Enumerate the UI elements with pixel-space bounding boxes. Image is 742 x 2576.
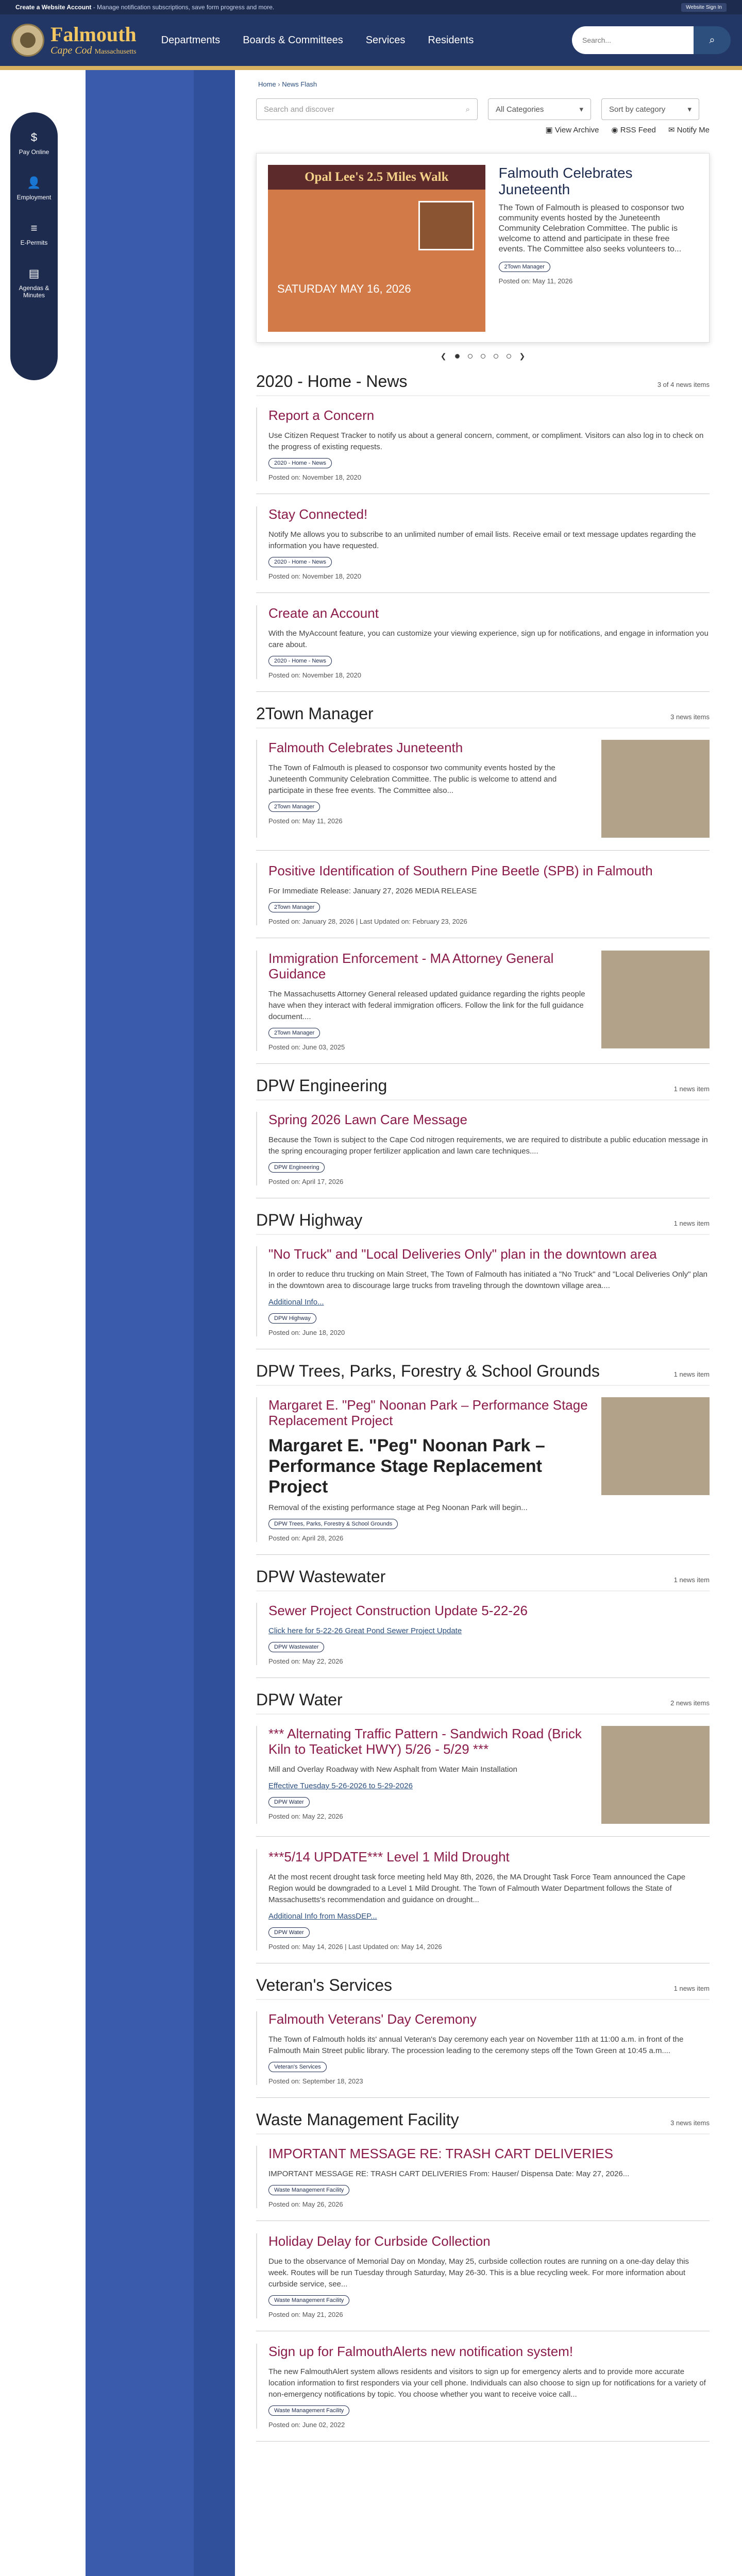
news-item-text: Use Citizen Request Tracker to notify us about a general concern, comment, or compliment. Visitors can also log in to check on the progress of existing requests. [268, 431, 704, 451]
news-section [256, 1690, 710, 1963]
view-archive-link[interactable]: ▣ View Archive [545, 126, 599, 134]
news-item-tag[interactable]: 2020 - Home - News [268, 656, 332, 666]
news-item-title[interactable]: Immigration Enforcement - MA Attorney General Guidance [268, 951, 554, 981]
news-item-title[interactable]: Stay Connected! [268, 506, 368, 522]
section-title[interactable]: Veteran's Services [256, 1976, 393, 1994]
news-item-title[interactable]: Holiday Delay for Curbside Collection [268, 2233, 491, 2249]
news-item [256, 1603, 710, 1678]
news-item [256, 2344, 710, 2442]
news-item-text: The new FalmouthAlert system allows residents and visitors to sign up for emergency alerts and to provide more accurate location information to first responders via your cell phone. Individuals can also choose to sign up for notifications for a variety of non-emergency notifications by topic. You choose whether you want to receive voice call... [268, 2367, 706, 2399]
news-item-title[interactable]: ***5/14 UPDATE*** Level 1 Mild Drought [268, 1849, 510, 1865]
news-item-posted: Posted on: May 22, 2026 [268, 1657, 343, 1665]
news-item-text: Because the Town is subject to the Cape Cod nitrogen requirements, we are required to distribute a public education message in the spring encouraging proper fertilizer application and lawn care techniques.... [268, 1136, 708, 1156]
section-header [256, 1076, 710, 1100]
document-icon: ≡ [30, 222, 38, 234]
section-count: 1 news item [673, 1576, 710, 1584]
nav-boards[interactable]: Boards & Committees [243, 34, 343, 46]
news-item [256, 506, 710, 593]
news-item-thumbnail[interactable] [601, 740, 710, 838]
news-item-title[interactable]: Margaret E. "Peg" Noonan Park – Performance Stage Replacement Project [268, 1397, 588, 1428]
news-item-tag[interactable]: Waste Management Facility [268, 2295, 349, 2306]
breadcrumb: Home › News Flash [258, 80, 317, 88]
pager-dot[interactable] [494, 354, 498, 359]
news-item-posted: Posted on: January 28, 2026 | Last Updated on: February 23, 2026 [268, 918, 467, 925]
news-item-thumbnail[interactable] [601, 1397, 710, 1495]
chevron-down-icon: ▾ [579, 105, 583, 114]
brand-sub2: Massachusetts [94, 47, 137, 56]
news-item-text: With the MyAccount feature, you can customize your viewing experience, sign up for notifications, and engage in information you care about. [268, 629, 709, 649]
next-arrow-icon[interactable]: ❯ [519, 352, 526, 360]
news-item [256, 2011, 710, 2098]
news-item [256, 1112, 710, 1198]
section-count: 3 news items [670, 713, 710, 721]
news-item-posted: Posted on: June 03, 2025 [268, 1043, 345, 1051]
news-item [256, 951, 710, 1064]
section-count: 2 news items [670, 1699, 710, 1707]
news-item-tag[interactable]: 2Town Manager [268, 802, 320, 812]
news-item-title[interactable]: Sewer Project Construction Update 5-22-26 [268, 1603, 528, 1618]
news-section [256, 1567, 710, 1678]
news-section [256, 372, 710, 692]
news-item-title[interactable]: Sign up for FalmouthAlerts new notification system! [268, 2344, 574, 2359]
banner-title[interactable]: Create a Website Account [15, 4, 92, 11]
category-select[interactable] [488, 98, 591, 120]
flyer-date: SATURDAY MAY 16, 2026 [277, 282, 411, 295]
section-title[interactable]: DPW Wastewater [256, 1567, 386, 1586]
notify-me-link[interactable]: ✉ Notify Me [668, 126, 710, 134]
section-title[interactable]: DPW Water [256, 1690, 343, 1709]
news-item-posted: Posted on: May 14, 2026 | Last Updated on: May 14, 2026 [268, 1943, 442, 1951]
brand[interactable] [50, 24, 137, 57]
view-archive-label: View Archive [554, 126, 599, 134]
pager-dot[interactable] [468, 354, 473, 359]
carousel-pager [256, 352, 710, 361]
section-count: 1 news item [673, 1985, 710, 1992]
decorative-side-panel [86, 70, 235, 2576]
news-item-text: The Massachusetts Attorney General released updated guidance regarding the rights people have when they interact with federal immigration officers. Follow the link for the full guidance document.... [268, 990, 585, 1021]
section-title[interactable]: DPW Trees, Parks, Forestry & School Grounds [256, 1362, 600, 1380]
rail-pay-online[interactable] [19, 131, 49, 156]
news-sections [256, 372, 710, 2442]
section-title[interactable]: 2Town Manager [256, 704, 374, 723]
news-item-posted: Posted on: April 28, 2026 [268, 1534, 344, 1542]
featured-title[interactable]: Falmouth Celebrates Juneteenth [498, 165, 633, 197]
news-item-tag[interactable]: DPW Trees, Parks, Forestry & School Grounds [268, 1519, 398, 1529]
news-item-title[interactable]: *** Alternating Traffic Pattern - Sandwich Road (Brick Kiln to Teaticket HWY) 5/26 - 5/29 *** [268, 1726, 582, 1757]
news-item-thumbnail[interactable] [601, 951, 710, 1048]
brand-sub1: Cape Cod [50, 44, 92, 56]
nav-departments[interactable]: Departments [161, 34, 221, 46]
news-item-posted: Posted on: June 02, 2022 [268, 2421, 345, 2429]
news-item-thumbnail[interactable] [601, 1726, 710, 1824]
news-item-tag[interactable]: Veteran's Services [268, 2062, 327, 2072]
news-item-text: The Town of Falmouth holds its' annual Veteran's Day ceremony each year on November 11th at 11:00 a.m. in front of the Falmouth Main Street public library. The procession leading to the ceremony steps off the Town Green at 10:45 a.m.... [268, 2035, 684, 2055]
rail-label: Employment [16, 194, 52, 201]
news-item-posted: Posted on: April 17, 2026 [268, 1178, 344, 1185]
news-item [256, 2146, 710, 2221]
news-item-tag[interactable]: DPW Water [268, 1797, 310, 1807]
section-header [256, 1362, 710, 1386]
news-item-tag[interactable]: DPW Highway [268, 1313, 316, 1324]
news-item [256, 1397, 710, 1555]
news-item-tag[interactable]: DPW Engineering [268, 1162, 325, 1173]
dollar-icon: $ [30, 131, 38, 144]
rail-label: E-Permits [20, 239, 48, 246]
section-title[interactable]: DPW Highway [256, 1211, 363, 1229]
news-item-tag[interactable]: DPW Water [268, 1927, 310, 1938]
site-search [572, 26, 731, 54]
news-item-title[interactable]: "No Truck" and "Local Deliveries Only" plan in the downtown area [268, 1246, 657, 1262]
banner-text: - Manage notification subscriptions, save form progress and more. [93, 4, 275, 11]
section-title[interactable]: DPW Engineering [256, 1076, 387, 1095]
news-item-posted: Posted on: September 18, 2023 [268, 2077, 363, 2085]
news-item-posted: Posted on: May 21, 2026 [268, 2311, 343, 2318]
news-item-title[interactable]: Create an Account [268, 605, 379, 621]
news-item-title[interactable]: Falmouth Veterans' Day Ceremony [268, 2011, 477, 2027]
news-item-title[interactable]: Positive Identification of Southern Pine Beetle (SPB) in Falmouth [268, 863, 653, 878]
prev-arrow-icon[interactable]: ❮ [440, 352, 447, 360]
quick-rail [10, 112, 58, 380]
news-item-tag[interactable]: Waste Management Facility [268, 2185, 349, 2195]
sort-value: Sort by category [609, 105, 666, 114]
breadcrumb-current[interactable]: News Flash [282, 80, 317, 88]
news-section [256, 2110, 710, 2442]
news-item-tag[interactable]: 2020 - Home - News [268, 458, 332, 468]
news-item-title[interactable]: Falmouth Celebrates Juneteenth [268, 740, 463, 755]
nav-residents[interactable]: Residents [428, 34, 474, 46]
news-item [256, 1726, 710, 1837]
filter-bar [256, 98, 710, 120]
section-header [256, 1976, 710, 2000]
news-item-posted: Posted on: May 26, 2026 [268, 2200, 343, 2208]
news-item-text: Due to the observance of Memorial Day on Monday, May 25, curbside collection routes are running on a one-day delay this week. Routes will be run Tuesday through Saturday, May 26-30. This is a blue recycling week. For more information about curbside service, see... [268, 2257, 689, 2289]
featured-flyer-image[interactable] [268, 165, 485, 332]
rail-label: Pay Online [19, 148, 49, 156]
rail-agendas[interactable] [10, 267, 58, 299]
news-item-tag[interactable]: 2Town Manager [268, 1028, 320, 1038]
news-item-text: Removal of the existing performance stage at Peg Noonan Park will begin... [268, 1503, 528, 1512]
feed-links [256, 125, 710, 134]
pager-dot[interactable] [507, 354, 511, 359]
news-item-title[interactable]: Report a Concern [268, 408, 375, 423]
main-nav [161, 35, 474, 46]
news-item-text: At the most recent drought task force meeting held May 8th, 2026, the MA Drought Task Force Team announced the Cape Region would be downgraded to a Level 1 Mild Drought. The Town of Falmouth Water Department follows the State of Massachusetts's recommendation and guidance on drought... [268, 1873, 686, 1904]
news-item-posted: Posted on: May 11, 2026 [268, 817, 343, 825]
section-count: 1 news item [673, 1219, 710, 1227]
rss-label: RSS Feed [620, 126, 656, 134]
news-item-link[interactable]: Effective Tuesday 5-26-2026 to 5-29-2026 [268, 1782, 413, 1790]
search-input[interactable] [572, 26, 700, 54]
account-banner [0, 0, 742, 14]
news-item [256, 1246, 710, 1349]
news-section [256, 1211, 710, 1349]
website-sign-in-button[interactable]: Website Sign In [681, 3, 727, 12]
news-item [256, 408, 710, 494]
category-value: All Categories [496, 105, 544, 114]
search-icon: ⌕ [465, 105, 470, 114]
news-item-posted: Posted on: May 22, 2026 [268, 1812, 343, 1820]
news-search-placeholder: Search and discover [264, 105, 334, 114]
featured-text: The Town of Falmouth is pleased to cosponsor two community events hosted by the Juneteenth Community Celebration Committee. The public is welcome to attend and participate in these free events. The Committee also seeks volunteers to... [498, 204, 684, 253]
breadcrumb-home[interactable]: Home [258, 80, 276, 88]
news-item [256, 863, 710, 938]
news-item-link[interactable]: Additional Info... [268, 1298, 324, 1307]
site-header [0, 14, 742, 70]
pager-dot[interactable] [481, 354, 485, 359]
section-count: 3 of 4 news items [657, 381, 710, 388]
section-count: 1 news item [673, 1370, 710, 1378]
section-header [256, 1690, 710, 1715]
section-title[interactable]: Waste Management Facility [256, 2110, 459, 2129]
section-header [256, 1211, 710, 1235]
featured-tag[interactable]: 2Town Manager [499, 262, 550, 272]
chevron-down-icon: ▾ [687, 105, 692, 114]
rail-label: Agendas & Minutes [19, 284, 49, 299]
news-search-input[interactable] [256, 98, 478, 120]
section-header [256, 2110, 710, 2134]
town-seal-logo[interactable] [11, 24, 44, 57]
news-section [256, 704, 710, 1064]
section-header [256, 704, 710, 728]
news-item-text: Mill and Overlay Roadway with New Asphalt from Water Main Installation [268, 1765, 517, 1774]
news-item-text: IMPORTANT MESSAGE RE: TRASH CART DELIVERIES From: Hauser/ Dispensa Date: May 27, 2026... [268, 2170, 630, 2178]
featured-posted: Posted on: May 11, 2026 [498, 277, 573, 285]
news-section [256, 1076, 710, 1198]
news-item-text: The Town of Falmouth is pleased to cosponsor two community events hosted by the Juneteenth Community Celebration Committee. The public is welcome to attend and participate in these free events. The Committee also... [268, 764, 557, 795]
news-flash-main [256, 80, 710, 2454]
news-section [256, 1362, 710, 1555]
section-count: 1 news item [673, 1085, 710, 1093]
news-item-link[interactable]: Additional Info from MassDEP... [268, 1912, 377, 1921]
news-item-text: Notify Me allows you to subscribe to an unlimited number of email lists. Receive email or text message updates regarding the information you have requested. [268, 530, 696, 550]
news-item [256, 2233, 710, 2331]
flyer-title: Opal Lee's 2.5 Miles Walk [268, 165, 485, 190]
news-item-tag[interactable]: Waste Management Facility [268, 2405, 349, 2416]
section-count: 3 news items [670, 2119, 710, 2127]
featured-carousel [256, 153, 710, 343]
news-item-title[interactable]: Spring 2026 Lawn Care Message [268, 1112, 467, 1127]
news-item-tag[interactable]: 2020 - Home - News [268, 557, 332, 567]
brand-name: Falmouth [50, 22, 137, 46]
news-item [256, 605, 710, 692]
agenda-icon: ▤ [28, 267, 40, 280]
news-item-tag[interactable]: DPW Wastewater [268, 1642, 324, 1652]
news-section [256, 1976, 710, 2098]
rss-feed-link[interactable]: ◉ RSS Feed [611, 126, 656, 134]
notify-label: Notify Me [677, 126, 710, 134]
news-item-text: For Immediate Release: January 27, 2026 MEDIA RELEASE [268, 887, 477, 895]
news-item-posted: Posted on: November 18, 2020 [268, 671, 361, 679]
news-item-posted: Posted on: November 18, 2020 [268, 473, 361, 481]
section-header [256, 1567, 710, 1591]
news-item [256, 1849, 710, 1963]
flyer-portrait [418, 201, 474, 250]
sort-select[interactable] [601, 98, 699, 120]
rail-e-permits[interactable] [21, 222, 48, 246]
news-item-link[interactable]: Click here for 5-22-26 Great Pond Sewer Project Update [268, 1626, 462, 1635]
nav-services[interactable]: Services [365, 34, 406, 46]
news-item-title[interactable]: IMPORTANT MESSAGE RE: TRASH CART DELIVERIES [268, 2146, 613, 2161]
news-item-text: In order to reduce thru trucking on Main Street, The Town of Falmouth has initiated a "No Truck" and "Local Deliveries Only" plan in the downtown area to discourage large trucks from traveling through the downtown village area.... [268, 1270, 708, 1290]
pager-dot[interactable] [455, 354, 460, 359]
news-item-tag[interactable]: 2Town Manager [268, 902, 320, 912]
section-header [256, 372, 710, 396]
person-icon: 👤 [27, 176, 41, 189]
section-title[interactable]: 2020 - Home - News [256, 372, 408, 391]
news-item-heading: Margaret E. "Peg" Noonan Park – Performance Stage Replacement Project [268, 1436, 545, 1497]
search-icon[interactable]: ⌕ [694, 26, 731, 54]
news-item-posted: Posted on: November 18, 2020 [268, 572, 361, 580]
news-item-posted: Posted on: June 18, 2020 [268, 1329, 345, 1336]
rail-employment[interactable] [17, 176, 52, 201]
news-item [256, 740, 710, 851]
